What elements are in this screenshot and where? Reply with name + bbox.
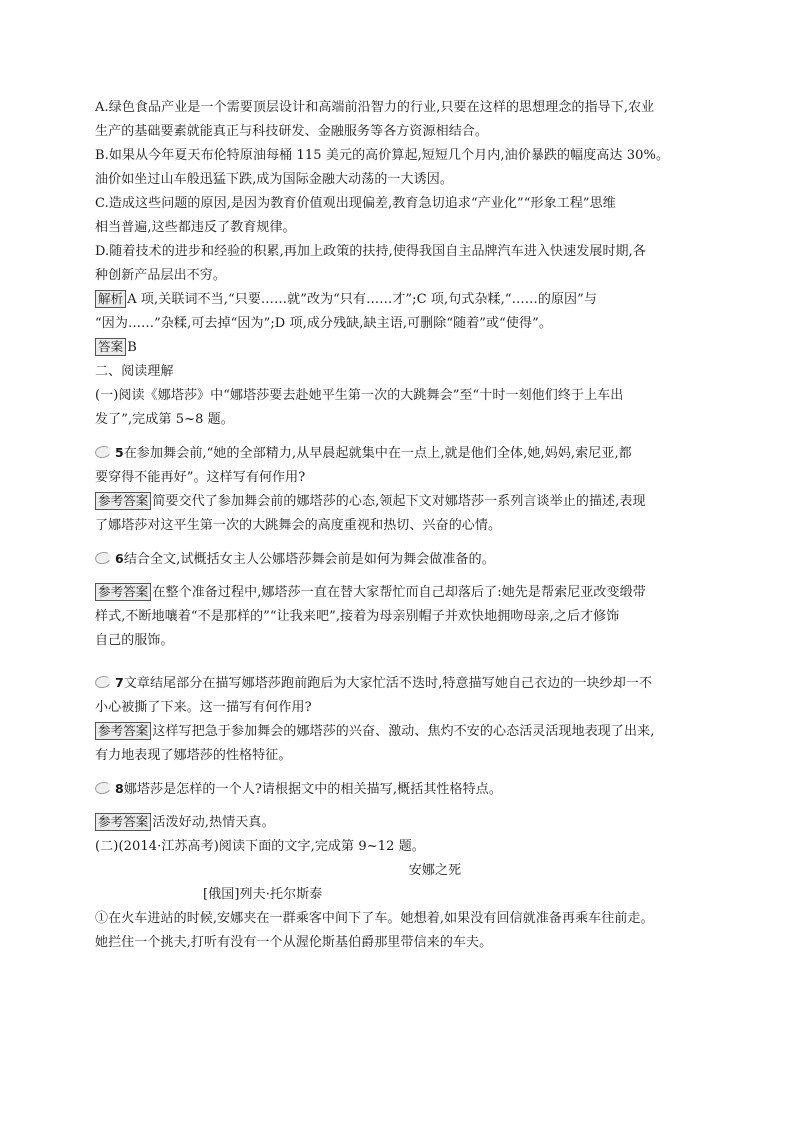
answer-text: 有力地表现了娜塔莎的性格特征。: [95, 748, 292, 763]
question-6: [95, 547, 705, 653]
part-two-instructions: (二)(2014·江苏高考)阅读下面的文字,完成第 9~12 题。: [95, 839, 425, 854]
question-number: 8: [115, 781, 124, 796]
question-text: 要穿得不能再好”。这样写有何作用?: [95, 470, 306, 485]
question-text: 文章结尾部分在描写娜塔莎跑前跑后为大家忙活不迭时,特意描写她自己衣边的一块纱却一不: [123, 676, 653, 691]
option-line: 相当普遍,这些都违反了教育规律。: [95, 220, 296, 235]
reference-answer-tag: 参考答案: [95, 583, 151, 601]
section-heading: 二、阅读理解: [95, 364, 174, 379]
instruction-line: (一)阅读《娜塔莎》中“娜塔莎要去赴她平生第一次的大跳舞会”至“十时一刻他们终于上车出: [95, 388, 624, 403]
question-bubble-icon: [95, 446, 113, 458]
option-c: [95, 192, 705, 240]
question-text: 结合全文,试概括女主人公娜塔莎舞会前是如何为舞会做准备的。: [123, 552, 495, 567]
option-a: [95, 96, 705, 144]
option-line: D.随着技术的进步和经验的积累,再加上政策的扶持,使得我国自主品牌汽车进入快速发展时期,各: [95, 244, 646, 259]
answer-text: 在整个准备过程中,娜塔莎一直在替大家帮忙而自己却落后了:她先是帮索尼亚改变缎带: [152, 585, 646, 600]
analysis-text: A 项,关联词不当,“只要……就”改为“只有……才”;C 项,句式杂糅,“……的原因”与: [127, 292, 597, 307]
option-line: 种创新产品层出不穷。: [95, 268, 227, 283]
option-b: [95, 144, 705, 192]
question-bubble-icon: [95, 552, 113, 564]
answer-text: 样式,不断地嚷着“不是那样的”“让我来吧”,接着为母亲别帽子并欢快地拥吻母亲,之后才修饰: [95, 609, 620, 624]
reference-answer-tag: 参考答案: [95, 813, 151, 831]
question-number: 6: [115, 551, 124, 566]
answer-text: 简要交代了参加舞会前的娜塔莎的心态,领起下文对娜塔莎一系列言谈举止的描述,表现: [152, 494, 646, 509]
reference-answer-tag: 参考答案: [95, 492, 151, 510]
analysis-text: “因为……”杂糅,可去掉“因为”;D 项,成分残缺,缺主语,可删除“随着”或“使得”。: [95, 316, 552, 331]
option-line: 生产的基础要素就能真正与科技研发、金融服务等各方资源相结合。: [95, 124, 489, 139]
answer-block: [95, 336, 705, 360]
answer-text: 自己的服饰。: [95, 633, 174, 648]
document-content: [95, 96, 705, 955]
option-line: C.造成这些问题的原因,是因为教育价值观出现偏差,教育急切追求“产业化”“形象工程”思维: [95, 196, 616, 211]
answer-value: B: [127, 340, 137, 355]
story-paragraph: [95, 907, 705, 955]
question-8: [95, 777, 705, 835]
analysis-tag: 解析: [95, 290, 126, 308]
story-author: [俄国]列夫·托尔斯泰: [203, 887, 323, 902]
question-text: 小心被撕了下来。这一描写有何作用?: [95, 700, 312, 715]
option-line: A.绿色食品产业是一个需要顶层设计和高端前沿智力的行业,只要在这样的思想理念的指导下,农业: [95, 100, 655, 115]
answer-text: 这样写把急于参加舞会的娜塔莎的兴奋、激动、焦灼不安的心态活灵活现地表现了出来,: [152, 724, 655, 739]
option-line: B.如果从今年夏天布伦特原油每桶 115 美元的高价算起,短短几个月内,油价暴跌的幅度高达 30%。: [95, 148, 670, 163]
question-number: 7: [115, 675, 124, 690]
option-line: 油价如坐过山车般迅猛下跌,成为国际金融大动荡的一大诱因。: [95, 172, 453, 187]
question-bubble-icon: [95, 782, 113, 794]
answer-text: 了娜塔莎对这平生第一次的大跳舞会的高度重视和热切、兴奋的心情。: [95, 518, 502, 533]
answer-text: 活泼好动,热情天真。: [152, 815, 275, 830]
question-text: 在参加舞会前,“她的全部精力,从早晨起就集中在一点上,就是他们全体,她,妈妈,索尼亚,都: [123, 446, 632, 461]
question-text: 娜塔莎是怎样的一个人?请根据文中的相关描写,概括其性格特点。: [123, 782, 502, 797]
instruction-line: 发了”,完成第 5~8 题。: [95, 412, 234, 427]
question-5: [95, 441, 705, 538]
reference-answer-tag: 参考答案: [95, 722, 151, 740]
question-number: 5: [115, 445, 124, 460]
paragraph-line: 她拦住一个挑夫,打听有没有一个从渥伦斯基伯爵那里带信来的车夫。: [95, 935, 493, 950]
part-one-instructions: [95, 384, 705, 432]
story-title: 安娜之死: [408, 863, 462, 878]
question-bubble-icon: [95, 676, 113, 688]
question-7: [95, 671, 705, 768]
answer-tag: 答案: [95, 338, 126, 356]
option-d: [95, 240, 705, 288]
analysis-block: [95, 288, 705, 336]
paragraph-line: ①在火车进站的时候,安娜夹在一群乘客中间下了车。她想着,如果没有回信就准备再乘车往前走。: [95, 911, 654, 926]
